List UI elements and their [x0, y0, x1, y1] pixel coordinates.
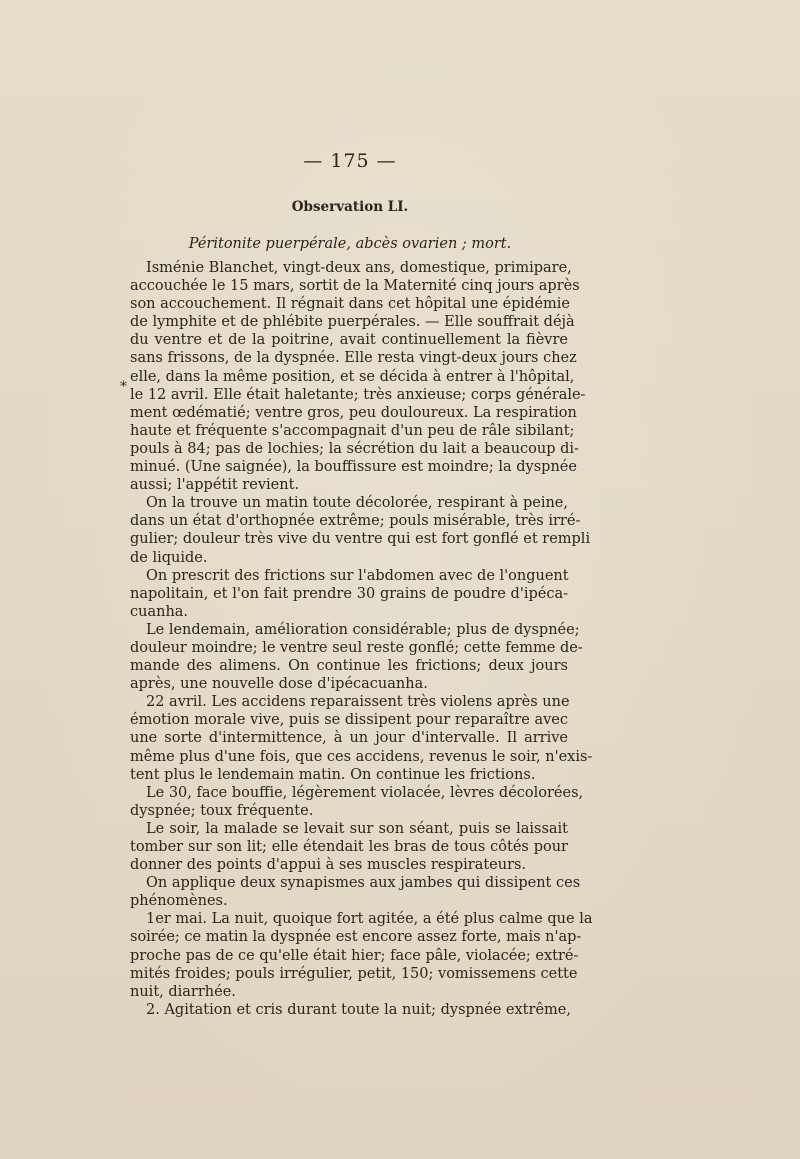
text-line: ment œdématié; ventre gros, peu douloureux. La respiration — [130, 404, 577, 421]
text-line: sans frissons, de la dyspnée. Elle resta vingt-deux jours chez — [130, 350, 577, 367]
margin-mark: * — [120, 379, 127, 395]
text-line: On prescrit des frictions sur l'abdomen avec de l'onguent — [146, 567, 569, 584]
text-line: mande des alimens. On continue les frictions; deux jours — [130, 658, 568, 675]
observation-heading: Observation LI. — [291, 199, 409, 215]
text-line: elle, dans la même position, et se décida à entrer à l'hôpital, — [130, 368, 575, 385]
text-line: dyspnée; toux fréquente. — [130, 802, 314, 819]
text-line: du ventre et de la poitrine, avait continuellement la fièvre — [130, 332, 568, 349]
text-line: tent plus le lendemain matin. On continue les frictions. — [130, 766, 536, 783]
text-line: de liquide. — [130, 549, 208, 566]
text-line: 2. Agitation et cris durant toute la nuit; dyspnée extrême, — [146, 1001, 571, 1018]
text-line: soirée; ce matin la dyspnée est encore assez forte, mais n'ap- — [130, 929, 582, 946]
text-line: Le 30, face bouffie, légèrement violacée, lèvres décolorées, — [146, 784, 584, 801]
text-line: une sorte d'intermittence, à un jour d'intervalle. Il arrive — [130, 730, 568, 747]
text-line: le 12 avril. Elle était haletante; très anxieuse; corps générale- — [130, 386, 586, 403]
text-line: minué. (Une saignée), la bouffissure est moindre; la dyspnée — [130, 459, 577, 476]
text-line: donner des points d'appui à ses muscles respirateurs. — [130, 857, 527, 874]
text-line: émotion morale vive, puis se dissipent pour reparaître avec — [130, 712, 568, 729]
text-line: son accouchement. Il régnait dans cet hôpital une épidémie — [130, 296, 571, 313]
body-text — [130, 259, 593, 1019]
text-line: aussi; l'appétit revient. — [130, 477, 300, 494]
text-line: cuanha. — [130, 603, 189, 620]
text-line: douleur moindre; le ventre seul reste gonflé; cette femme de- — [130, 639, 583, 656]
text-line: même plus d'une fois, que ces accidens, revenus le soir, n'exis- — [130, 748, 593, 765]
text-line: pouls à 84; pas de lochies; la sécrétion du lait a beaucoup di- — [130, 440, 579, 457]
text-line: On applique deux synapismes aux jambes qui dissipent ces — [146, 875, 581, 892]
text-line: proche pas de ce qu'elle était hier; face pâle, violacée; extré- — [130, 947, 579, 964]
text-line: gulier; douleur très vive du ventre qui est fort gonflé et rempli — [130, 531, 591, 548]
text-line: tomber sur son lit; elle étendait les bras de tous côtés pour — [130, 839, 568, 855]
text-line: nuit, diarrhée. — [130, 983, 236, 1000]
text-line: dans un état d'orthopnée extrême; pouls misérable, très irré- — [130, 513, 581, 530]
page-number: — 175 — — [303, 150, 397, 172]
observation-subtitle: Péritonite puerpérale, abcès ovarien ; mort. — [188, 236, 512, 252]
text-line: mités froides; pouls irrégulier, petit, 150; vomissemens cette — [130, 965, 578, 982]
text-line: napolitain, et l'on fait prendre 30 grains de poudre d'ipéca- — [130, 585, 568, 602]
text-line: On la trouve un matin toute décolorée, respirant à peine, — [146, 495, 568, 512]
text-line: 22 avril. Les accidens reparaissent très violens après une — [146, 694, 570, 711]
text-line: Isménie Blanchet, vingt-deux ans, domestique, primipare, — [146, 260, 572, 276]
text-line: Le lendemain, amélioration considérable; plus de dyspnée; — [146, 621, 580, 638]
text-line: phénomènes. — [130, 893, 228, 910]
text-line: après, une nouvelle dose d'ipécacuanha. — [130, 676, 428, 693]
text-line: Le soir, la malade se levait sur son séant, puis se laissait — [146, 820, 568, 837]
text-line: accouchée le 15 mars, sortit de la Maternité cinq jours après — [130, 278, 580, 295]
text-line: 1er mai. La nuit, quoique fort agitée, a été plus calme que la — [146, 911, 593, 928]
text-line: de lymphite et de phlébite puerpérales. — Elle souffrait déjà — [130, 314, 575, 331]
text-line: haute et fréquente s'accompagnait d'un peu de râle sibilant; — [130, 422, 575, 439]
